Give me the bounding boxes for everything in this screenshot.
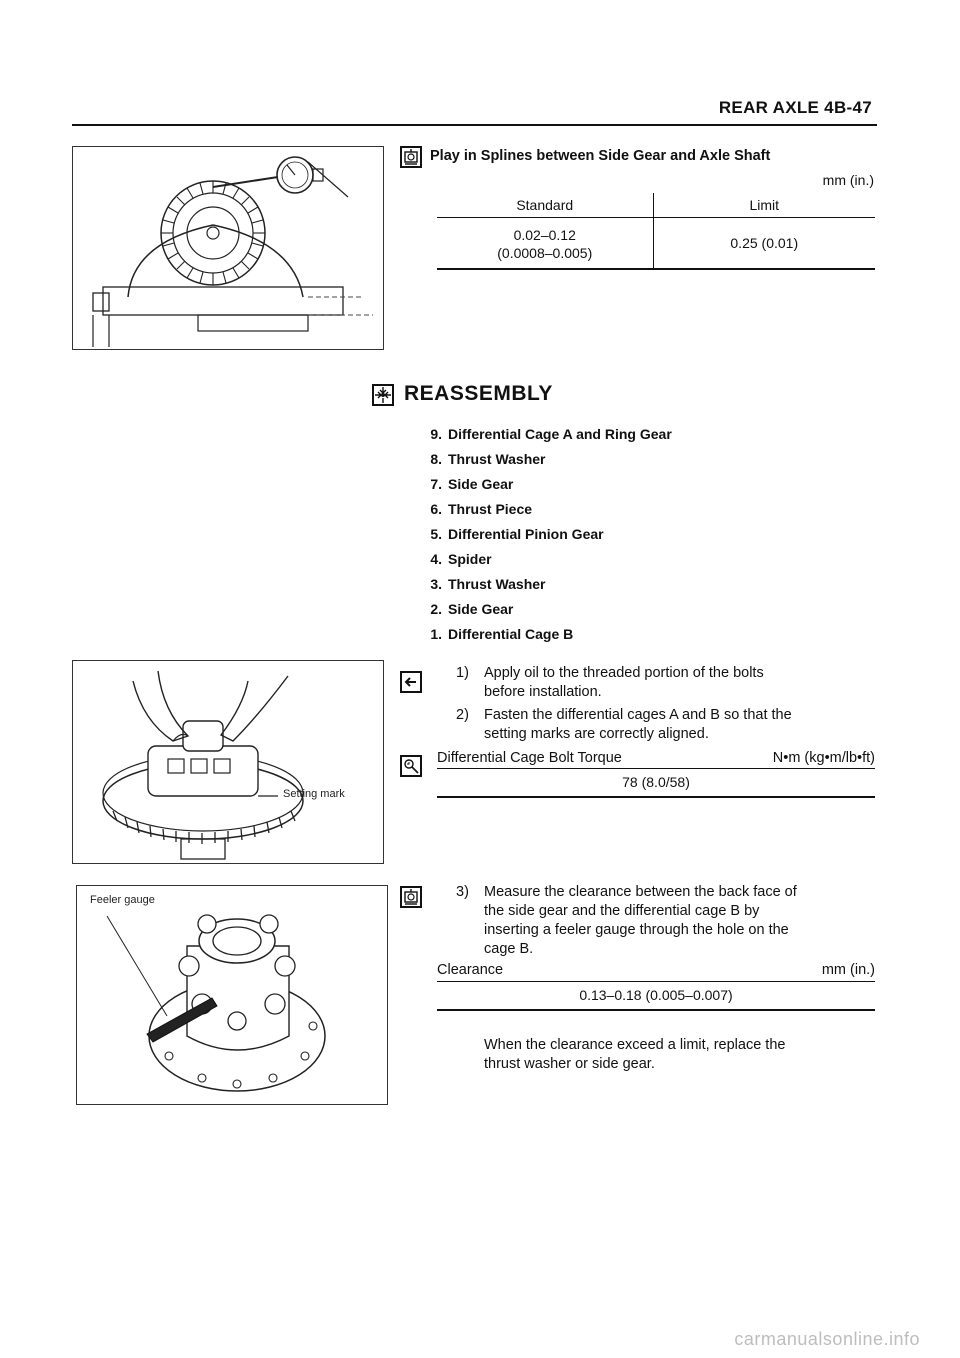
step-number: 3) (456, 884, 469, 900)
step-number: 1) (456, 665, 469, 681)
instruction-step-1-line1 (456, 664, 764, 683)
figure-setting-mark (72, 660, 384, 864)
standard-value-line1: 0.02–0.12 (513, 227, 576, 243)
instruction-step-3-line4: cage B. (484, 941, 534, 957)
step-number: 2. (430, 601, 442, 617)
dial-gauge-icon (400, 146, 422, 168)
instruction-step-1 (456, 664, 764, 702)
clearance-spec (437, 962, 875, 1011)
step-text: Measure the clearance between the back face of (484, 884, 797, 900)
splines-title: Play in Splines between Side Gear and Axle Shaft (430, 148, 771, 164)
torque-label: Differential Cage Bolt Torque (437, 750, 622, 766)
clearance-note-line2: thrust washer or side gear. (484, 1056, 655, 1072)
step-number: 3. (430, 576, 442, 592)
setting-mark-label: Setting mark (283, 788, 345, 800)
step-number: 7. (430, 476, 442, 492)
clearance-label: Clearance (437, 962, 504, 978)
list-item (420, 472, 672, 497)
step-label: Side Gear (448, 601, 514, 617)
clearance-unit: mm (in.) (821, 962, 875, 978)
instruction-step-1-line2: before installation. (484, 684, 602, 700)
clearance-note-line1: When the clearance exceed a limit, replace the (484, 1037, 786, 1053)
instruction-step-2 (456, 706, 792, 744)
splines-spec-table (437, 193, 875, 270)
list-item (420, 547, 672, 572)
col-limit-header: Limit (653, 193, 875, 218)
page-header-title: REAR AXLE 4B-47 (718, 98, 872, 117)
col-standard-header: Standard (437, 193, 653, 218)
step-label: Thrust Washer (448, 451, 546, 467)
step-label: Thrust Washer (448, 576, 546, 592)
step-text: Fasten the differential cages A and B so that the (484, 707, 792, 723)
clearance-value: 0.13–0.18 (0.005–0.007) (579, 987, 733, 1003)
torque-spec-header (437, 750, 875, 766)
feeler-gauge-illustration (77, 886, 387, 1104)
figure-dial-gauge (72, 146, 384, 350)
list-item (420, 572, 672, 597)
apply-oil-icon (400, 671, 422, 693)
step-label: Differential Pinion Gear (448, 526, 604, 542)
step-number: 6. (430, 501, 442, 517)
reassembly-title: REASSEMBLY (404, 382, 553, 405)
splines-unit: mm (in.) (822, 172, 874, 188)
reassembly-steps-list (420, 422, 672, 647)
step-number: 8. (430, 451, 442, 467)
step-label: Spider (448, 551, 492, 567)
figure-feeler-gauge (76, 885, 388, 1105)
instruction-step-2-line2: setting marks are correctly aligned. (484, 726, 709, 742)
torque-rule-bottom (437, 796, 875, 798)
instruction-step-3-line1 (456, 883, 797, 902)
torque-unit: N•m (kg•m/lb•ft) (772, 750, 875, 766)
step-number: 1. (430, 626, 442, 642)
reassembly-icon (372, 384, 394, 406)
list-item (420, 447, 672, 472)
list-item (420, 597, 672, 622)
step-label: Differential Cage B (448, 626, 574, 642)
clearance-note (484, 1036, 785, 1074)
instruction-step-3 (456, 883, 797, 959)
limit-value: 0.25 (0.01) (653, 218, 875, 270)
list-item (420, 522, 672, 547)
header-rule (72, 124, 877, 126)
step-label: Side Gear (448, 476, 514, 492)
clearance-rule-bottom (437, 1009, 875, 1011)
torque-wrench-icon (400, 755, 422, 777)
instruction-step-3-line2: the side gear and the differential cage B by (484, 903, 760, 919)
ring-gear-illustration (73, 661, 383, 863)
standard-value (437, 218, 653, 270)
step-number: 5. (430, 526, 442, 542)
step-number: 9. (430, 426, 442, 442)
instruction-step-3-line3: inserting a feeler gauge through the hole on the (484, 922, 789, 938)
list-item (420, 422, 672, 447)
step-number: 2) (456, 707, 469, 723)
standard-value-line2: (0.0008–0.005) (497, 245, 593, 261)
step-label: Differential Cage A and Ring Gear (448, 426, 672, 442)
torque-spec (437, 750, 875, 798)
list-item (420, 497, 672, 522)
feeler-gauge-label: Feeler gauge (90, 894, 155, 906)
step-number: 4. (430, 551, 442, 567)
step-text: Apply oil to the threaded portion of the bolts (484, 665, 764, 681)
watermark: carmanualsonline.info (734, 1329, 920, 1349)
dial-gauge-illustration (73, 147, 383, 349)
dial-gauge-icon (400, 886, 422, 908)
instruction-step-2-line1 (456, 706, 792, 725)
list-item (420, 622, 672, 647)
clearance-spec-header (437, 962, 875, 978)
step-label: Thrust Piece (448, 501, 533, 517)
torque-value: 78 (8.0/58) (622, 774, 690, 790)
